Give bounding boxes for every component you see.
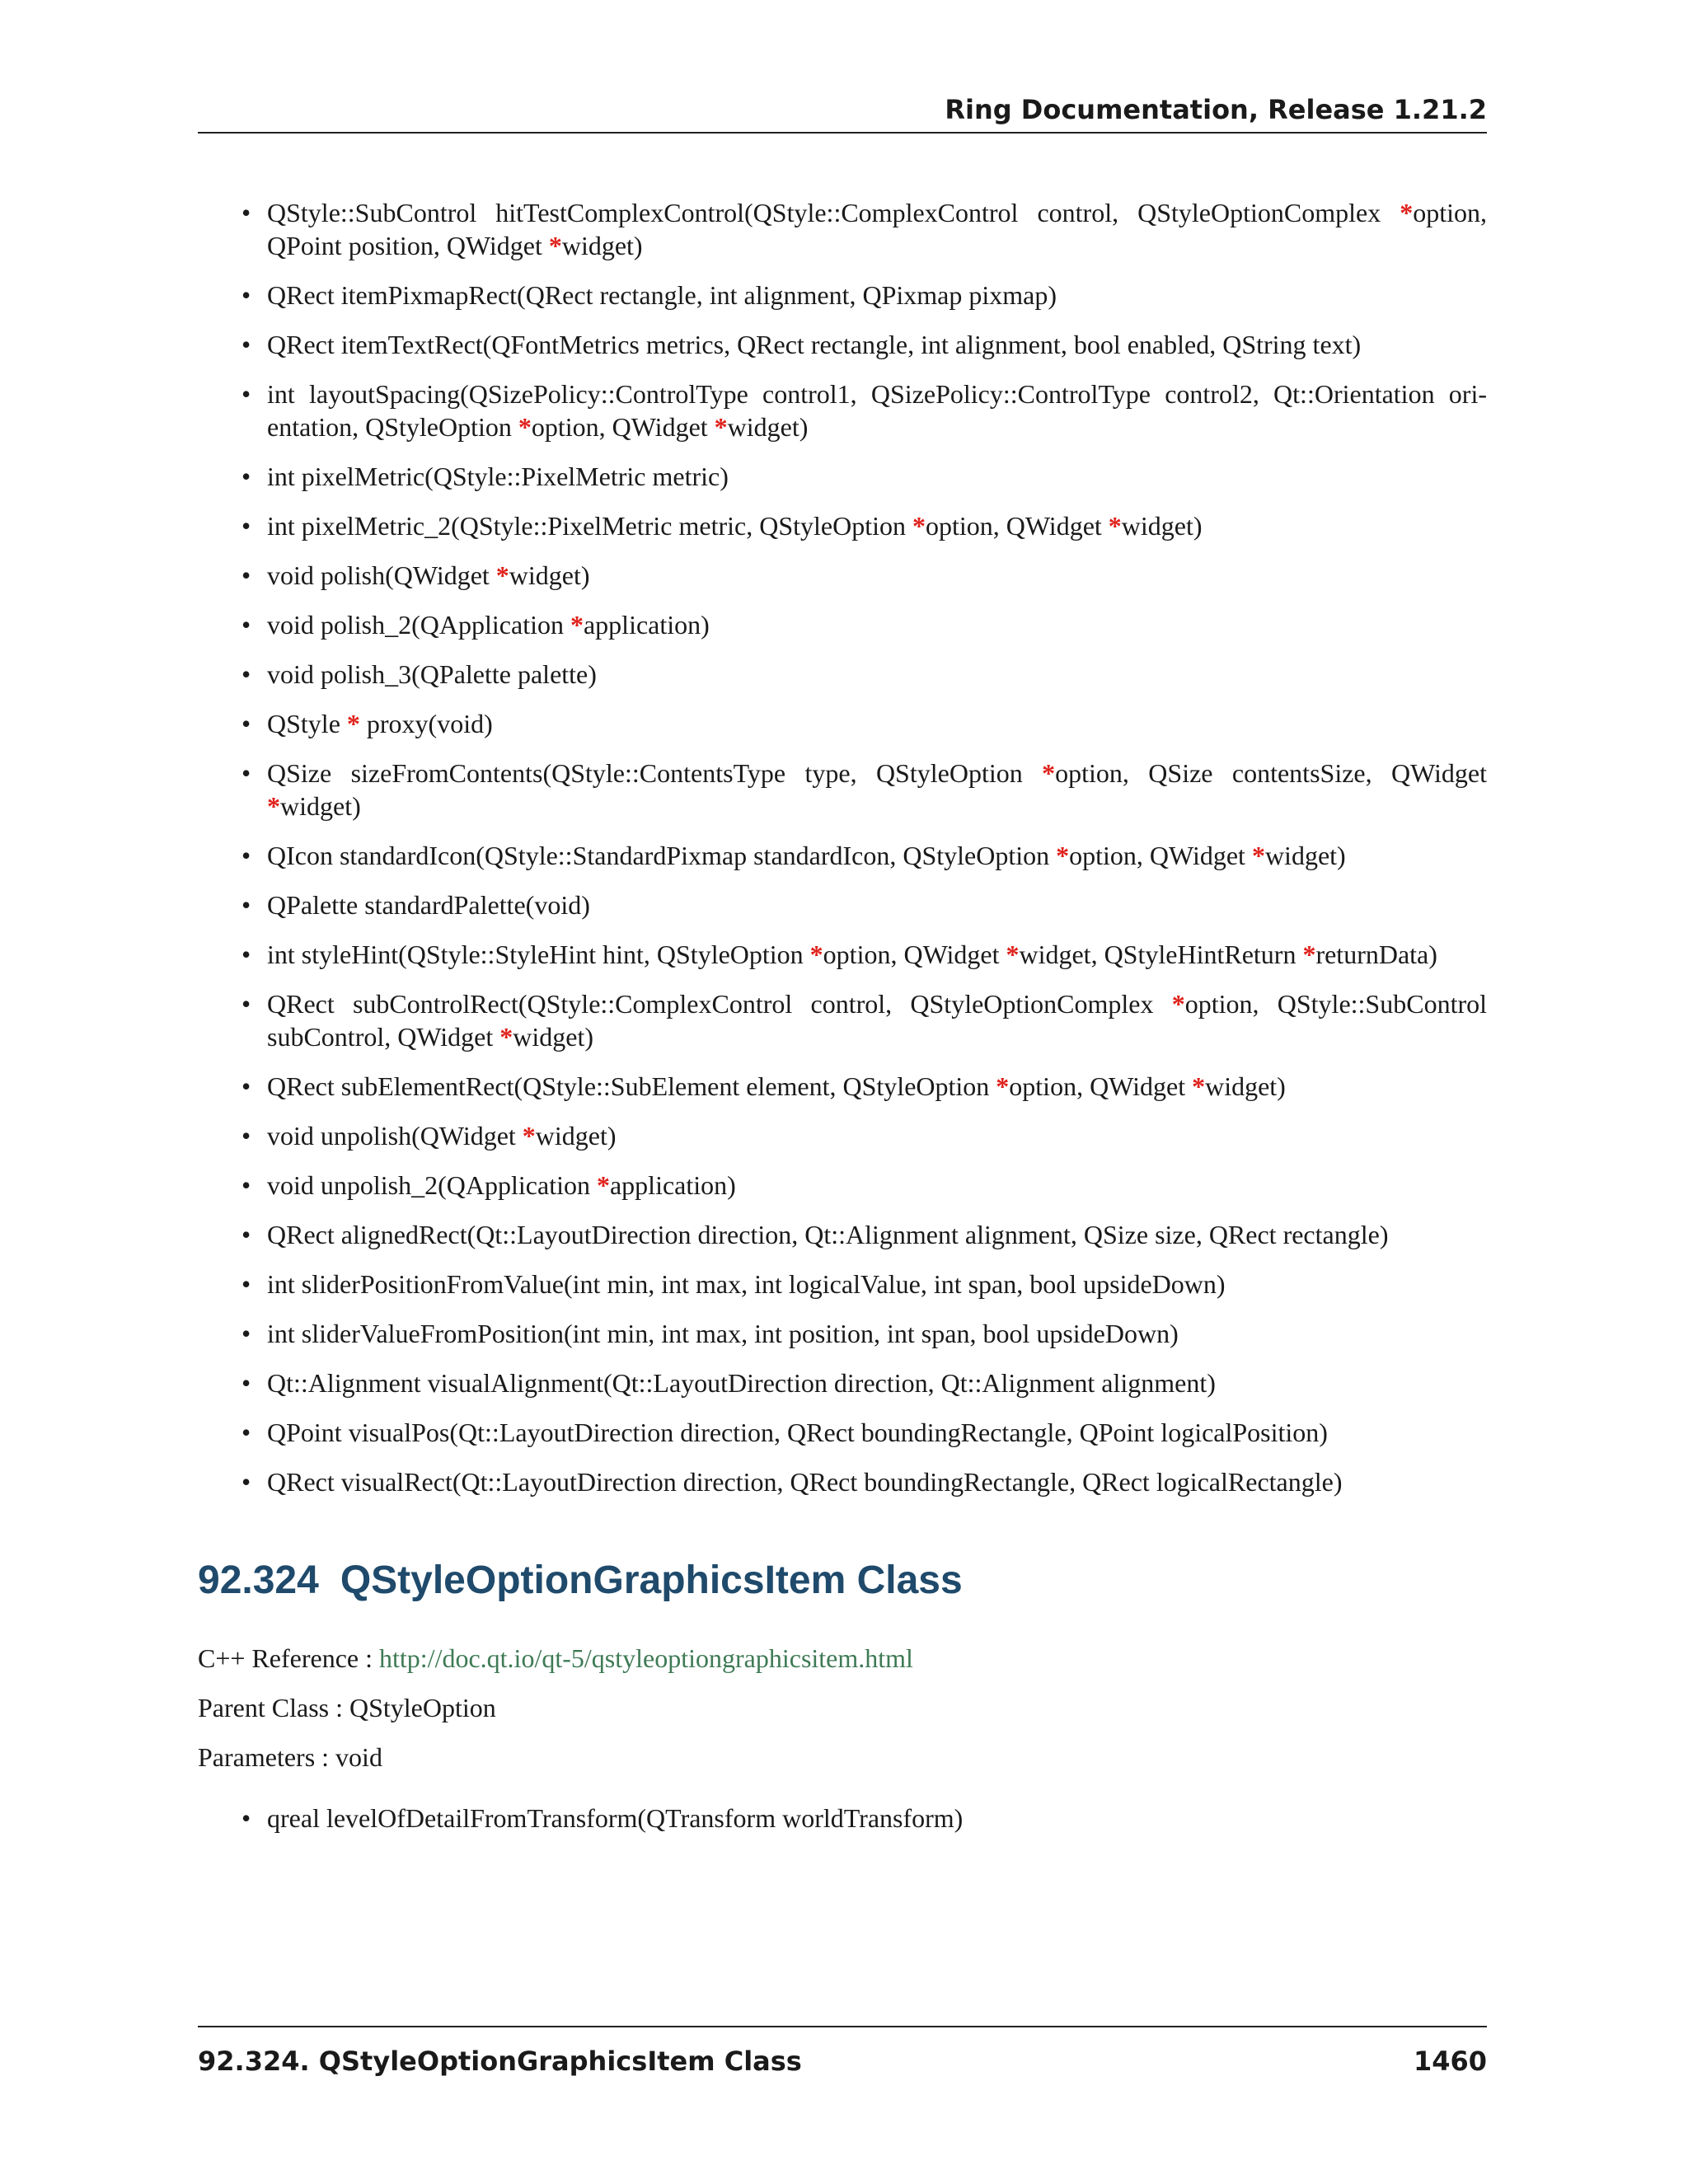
parent-class-label: Parent Class : xyxy=(198,1693,343,1722)
list-item: • QRect alignedRect(Qt::LayoutDirection direction, Qt::Alignment alignment, QSize size, QRect rectangle) xyxy=(241,1220,1389,1249)
document-page xyxy=(198,0,1487,2184)
list-item: • int layoutSpacing(QSizePolicy::ControlType control1, QSizePolicy::ControlType control2, Qt::Orientation ori-entation, QStyleOption *option, QWidget *widget) xyxy=(241,379,1487,442)
bullet-icon: • xyxy=(241,1803,251,1833)
cpp-reference-line xyxy=(198,1642,913,1675)
parent-class-value: QStyleOption xyxy=(349,1693,496,1722)
section-heading xyxy=(198,1558,963,1603)
list-item: • int styleHint(QStyle::StyleHint hint, QStyleOption *option, QWidget *widget, QStyleHintReturn *returnData) xyxy=(241,940,1437,969)
list-item: • void polish(QWidget *widget) xyxy=(241,560,590,590)
bullet-icon: • xyxy=(241,462,251,491)
list-item: • QPoint visualPos(Qt::LayoutDirection direction, QRect boundingRectangle, QPoint logicalPosition) xyxy=(241,1418,1328,1447)
list-item: • int sliderValueFromPosition(int min, int max, int position, int span, bool upsideDown) xyxy=(241,1319,1179,1348)
bullet-icon: • xyxy=(241,1418,251,1447)
bullet-icon: • xyxy=(241,1170,251,1200)
cpp-reference-label: C++ Reference : xyxy=(198,1643,373,1673)
list-item: • QRect visualRect(Qt::LayoutDirection direction, QRect boundingRectangle, QRect logicalRectangle) xyxy=(241,1467,1343,1497)
bullet-icon: • xyxy=(241,1220,251,1249)
section-method-list xyxy=(198,1802,1487,1851)
list-item: • int pixelMetric(QStyle::PixelMetric metric) xyxy=(241,462,729,491)
parameters-line xyxy=(198,1741,382,1774)
parent-class-line xyxy=(198,1691,496,1724)
document-title: Ring Documentation, Release 1.21.2 xyxy=(945,94,1487,125)
bullet-icon: • xyxy=(241,758,251,788)
bullet-icon: • xyxy=(241,198,251,227)
list-item: • QRect subControlRect(QStyle::ComplexControl control, QStyleOptionComplex *option, QStyle::SubControl subControl, QWidget *widget) xyxy=(241,989,1488,1052)
list-item: • int sliderPositionFromValue(int min, int max, int logicalValue, int span, bool upsideDown) xyxy=(241,1269,1226,1299)
bullet-icon: • xyxy=(241,659,251,689)
page-footer xyxy=(198,2026,1487,2077)
bullet-icon: • xyxy=(241,1368,251,1398)
list-item: • QStyle * proxy(void) xyxy=(241,709,493,738)
list-item: • qreal levelOfDetailFromTransform(QTransform worldTransform) xyxy=(241,1803,964,1833)
list-item: • QStyle::SubControl hitTestComplexControl(QStyle::ComplexControl control, QStyleOptionComplex *option, QPoint position, QWidget *widget) xyxy=(241,198,1487,260)
bullet-icon: • xyxy=(241,511,251,541)
bullet-icon: • xyxy=(241,610,251,640)
bullet-icon: • xyxy=(241,709,251,738)
bullet-icon: • xyxy=(241,940,251,969)
bullet-icon: • xyxy=(241,890,251,920)
bullet-icon: • xyxy=(241,989,251,1019)
bullet-icon: • xyxy=(241,1467,251,1497)
bullet-icon: • xyxy=(241,1071,251,1101)
list-item: • void unpolish(QWidget *widget) xyxy=(241,1121,617,1151)
list-item: • Qt::Alignment visualAlignment(Qt::LayoutDirection direction, Qt::Alignment alignment) xyxy=(241,1368,1216,1398)
page-header xyxy=(198,92,1487,134)
list-item: • QIcon standardIcon(QStyle::StandardPixmap standardIcon, QStyleOption *option, QWidget *widget) xyxy=(241,841,1346,870)
footer-section-ref: 92.324. QStyleOptionGraphicsItem Class xyxy=(198,2046,802,2077)
list-item: • QSize sizeFromContents(QStyle::ContentsType type, QStyleOption *option, QSize contentsSize, QWidget *widget) xyxy=(241,758,1488,821)
page-number: 1460 xyxy=(1413,2046,1487,2077)
list-item: • QPalette standardPalette(void) xyxy=(241,890,590,920)
list-item: • QRect itemTextRect(QFontMetrics metrics, QRect rectangle, int alignment, bool enabled, QString text) xyxy=(241,330,1362,359)
list-item: • int pixelMetric_2(QStyle::PixelMetric metric, QStyleOption *option, QWidget *widget) xyxy=(241,511,1203,541)
bullet-icon: • xyxy=(241,1319,251,1348)
bullet-icon: • xyxy=(241,330,251,359)
section-number: 92.324 xyxy=(198,1558,319,1602)
list-item: • QRect subElementRect(QStyle::SubElement element, QStyleOption *option, QWidget *widget) xyxy=(241,1071,1286,1101)
list-item: • void polish_2(QApplication *application) xyxy=(241,610,710,640)
list-item: • void unpolish_2(QApplication *application) xyxy=(241,1170,736,1200)
bullet-icon: • xyxy=(241,1269,251,1299)
bullet-icon: • xyxy=(241,841,251,870)
method-list xyxy=(198,196,1487,1515)
bullet-icon: • xyxy=(241,280,251,310)
list-item: • void polish_3(QPalette palette) xyxy=(241,659,597,689)
bullet-icon: • xyxy=(241,560,251,590)
cpp-reference-link[interactable]: http://doc.qt.io/qt-5/qstyleoptiongraphicsitem.html xyxy=(379,1643,913,1673)
parameters-label: Parameters : xyxy=(198,1742,330,1772)
parameters-value: void xyxy=(335,1742,382,1772)
bullet-icon: • xyxy=(241,1121,251,1151)
bullet-icon: • xyxy=(241,379,251,409)
section-title: QStyleOptionGraphicsItem Class xyxy=(340,1558,963,1602)
list-item: • QRect itemPixmapRect(QRect rectangle, int alignment, QPixmap pixmap) xyxy=(241,280,1057,310)
